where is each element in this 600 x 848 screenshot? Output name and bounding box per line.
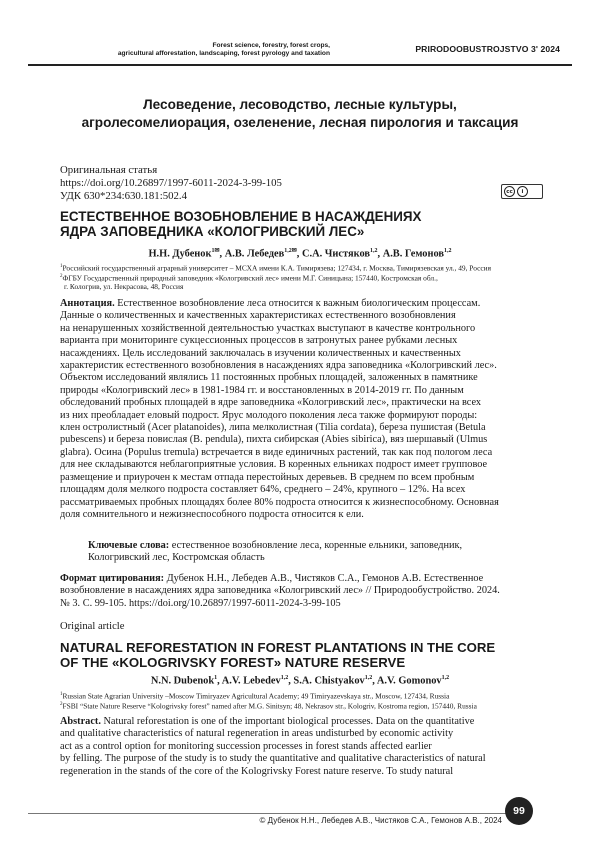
section-title-line-1: Лесоведение, лесоводство, лесные культуры, xyxy=(143,97,457,112)
section-title xyxy=(0,96,600,132)
citation-ru: Формат цитирования: Дубенок Н.Н., Лебедев А.В., Чистяков С.А., Гемонов А.В. Естественное возобновление в насаждениях ядра заповедника «Кологривский лес» // Природообустройство. 2024. № 3. С. 99-105. https://doi.org/10.26897/1997-6011-2024-3-99-105 xyxy=(60,573,540,610)
abstract-line: размещение и приурочен к местам отпада перестойных деревьев. В среднем по всем пробным xyxy=(60,471,475,483)
article-type-en: Original article xyxy=(60,621,125,632)
abstract-line: and qualitative characteristics of natural regeneration in areas undisturbed by economic activity xyxy=(60,728,454,740)
author-sup: 1✉ xyxy=(211,248,220,254)
abstract-line: доля сомнительного и нежизнеспособного подроста относится к ели. xyxy=(60,508,364,520)
abstract-ru xyxy=(60,298,540,521)
abstract-line: Объектом исследований являлись 11 постоянных пробных площадей, заложенных в памятнике xyxy=(60,372,478,384)
header-divider xyxy=(28,64,572,66)
author-name: N.N. Dubenok xyxy=(150,675,215,687)
article-title-ru xyxy=(60,210,540,239)
abstract-line: by felling. The purpose of the study is to study the quantitative and qualitative characteristics of natural xyxy=(60,753,486,765)
footer-copyright: © Дубенок Н.Н., Лебедев А.В., Чистяков С.А., Гемонов А.В., 2024 xyxy=(259,816,502,825)
author-name: А.В. Гемонов xyxy=(382,248,445,260)
page-number: 99 xyxy=(505,797,533,825)
article-meta xyxy=(60,164,282,203)
abstract-line: act as a control option for monitoring succession processes in forest stands affected earlier xyxy=(60,740,432,752)
running-header-line-2: agricultural afforestation, landscaping, forest pyrology and taxation xyxy=(117,49,330,57)
abstract-line: насаждениях. Цель исследований заключалась в изучении количественных и качественных xyxy=(60,347,461,359)
author-sup: 1,2 xyxy=(280,675,289,681)
title-en-line-1: NATURAL REFORESTATION IN FOREST PLANTATIONS IN THE CORE xyxy=(60,640,496,655)
author-name: Н.Н. Дубенок xyxy=(148,248,212,260)
journal-name: PRIRODOOBUSTROJSTVO 3' 2024 xyxy=(415,44,560,54)
author-sup: 1 xyxy=(214,675,218,681)
abstract-line: на ненарушенных хозяйственной деятельностью участках выступают в качестве контрольного xyxy=(60,322,476,334)
cc-icon: cc xyxy=(504,186,515,197)
keywords-label: Ключевые слова: xyxy=(88,540,170,551)
affiliation-ru-1: $^1$Российский государственный аграрный университет – МСХА имени К.А. Тимирязева; 127434, г. Москва, Тимирязевская ул., 49, Россия xyxy=(60,263,492,273)
citation-label: Формат цитирования: xyxy=(60,573,165,584)
citation-doi-link[interactable]: № 3. С. 99-105. https://doi.org/10.26897/1997-6011-2024-3-99-105 xyxy=(60,597,341,609)
footer-divider xyxy=(28,813,510,814)
doi-link[interactable]: https://doi.org/10.26897/1997-6011-2024-3-99-105 xyxy=(60,177,282,189)
abstract-line: regeneration in the stands of the core of the Kologrivsky Forest nature reserve. To study natural xyxy=(60,765,454,777)
title-ru-line-1: ЕСТЕСТВЕННОЕ ВОЗОБНОВЛЕНИЕ В НАСАЖДЕНИЯХ xyxy=(60,209,422,224)
abstract-line: варианта при мониторинге сукцессионных процессов в затронутых ранее рубками лесных xyxy=(60,335,458,347)
authors-en: N.N. Dubenok$^1$, A.V. Lebedev$^{1,2}$, S.A. Chistyakov$^{1,2}$, A.V. Gomonov$^{1,2}$ xyxy=(150,675,450,687)
affiliation-ru-2-cont: г. Кологрив, ул. Некрасова, 48, Россия xyxy=(64,282,184,291)
title-en-line-2: OF THE «KOLOGRIVSKY FOREST» NATURE RESERVE xyxy=(60,655,406,670)
author-sup: 1,2 xyxy=(364,675,373,681)
author-name: S.A. Chistyakov xyxy=(293,675,365,687)
authors-ru: Н.Н. Дубенок$^{1✉}$, А.В. Лебедев$^{1,2✉}$, С.А. Чистяков$^{1,2}$, А.В. Гемонов$^{1,2}$ xyxy=(148,248,452,260)
udc-code: УДК 630*234:630.181:502.4 xyxy=(60,190,187,202)
affiliation-en-2: $^2$FSBI “State Nature Reserve “Kologrivsky forest” named after M.G. Sinitsyn; 48, Nekrasov str., Kologriv, Kostroma region, 157440, Russia xyxy=(60,701,477,711)
abstract-en-label: Abstract. xyxy=(60,716,101,727)
affiliation-ru-2: $^2$ФГБУ Государственный природный заповедник «Кологривский лес» имени М.Г. Синицына; 157440, Костромская обл., xyxy=(60,273,438,283)
running-header-section xyxy=(30,42,330,57)
abstract-line: природы «Кологривский лес» в 1981-1984 гг. и восстановленных в 2014-2019 гг. По данным xyxy=(60,384,464,396)
by-icon: i xyxy=(517,186,528,197)
author-name: A.V. Gomonov xyxy=(376,675,442,687)
author-name: A.V. Lebedev xyxy=(221,675,281,687)
running-header-line-1: Forest science, forestry, forest crops, xyxy=(212,42,330,49)
author-name: С.А. Чистяков xyxy=(301,248,370,260)
abstract-label: Аннотация. xyxy=(60,298,115,309)
cc-license-badge[interactable] xyxy=(501,184,543,199)
article-title-en xyxy=(60,640,540,670)
author-sup: 1,2✉ xyxy=(284,248,297,254)
article-type: Оригинальная статья xyxy=(60,164,158,176)
affiliation-en-1: $^1$Russian State Agrarian University –Moscow Timiryazev Agricultural Academy; 49 Timiryazevskaya str., Moscow, 127434, Russia xyxy=(60,691,450,701)
abstract-line: характеристик естественного возобновления в насаждениях ядра заповедника «Кологривский лес». xyxy=(60,360,497,372)
section-title-line-2: агролесомелиорация, озеленение, лесная пирология и таксация xyxy=(81,115,519,130)
author-name: А.В. Лебедев xyxy=(224,248,285,260)
abstract-line: рассматриваемых пробных площадях более 80% подроста относится к жизнеспособному. Основная xyxy=(60,496,499,508)
abstract-line: pubescens) и береза повислая (B. pendula), пихта сибирская (Abies sibirica), вяз шершавый (Ulmus xyxy=(60,434,488,446)
abstract-en: Abstract. Natural reforestation is one of the important biological processes. Data on the quantitative and qualitative characteristics of natural regeneration in areas undisturbed by economic activity act as a control option for monitoring succession processes in forest stands affected earlier by felling. The purpose of the study is to study the quantitative and qualitative characteristics of natural regeneration in the stands of the core of the Kologrivsky Forest nature reserve. To study natural xyxy=(60,716,540,778)
author-sup: 1,2 xyxy=(444,248,452,254)
author-sup: 1,2 xyxy=(441,675,450,681)
title-ru-line-2: ЯДРА ЗАПОВЕДНИКА «КОЛОГРИВСКИЙ ЛЕС» xyxy=(60,223,365,239)
abstract-line: клен остролистный (Acer platanoides), липа мелколистная (Tilia cordata), береза пушистая (Betula xyxy=(60,422,486,434)
abstract-line: glabra). Осина (Populus tremula) встречается в виде единичных растений, так как под пологом леса xyxy=(60,446,493,458)
keywords-ru: Ключевые слова: естественное возобновление леса, коренные ельники, заповедник, Кологривский лес, Костромская область xyxy=(88,540,463,564)
abstract-line: из них преобладает еловый подрост. Ярус молодого поколения леса также формируют породы: xyxy=(60,409,478,421)
abstract-line: обследований пробных площадей в ядре заповедника «Кологривский лес», практически на всех xyxy=(60,397,482,409)
abstract-line: площадям доля мелкого подроста составляет 64%, среднего – 24%, крупного – 12%. На всех xyxy=(60,484,466,496)
abstract-line: Данные о количественных и качественных характеристиках естественного возобновления xyxy=(60,310,456,322)
abstract-line: Аннотация. Естественное возобновление леса относится к важным биологическим процессам. xyxy=(60,298,481,309)
author-sup: 1,2 xyxy=(370,248,378,254)
abstract-line: для нее складываются неблагоприятные условия. В коренных ельниках подрост имеет групповое xyxy=(60,459,488,471)
